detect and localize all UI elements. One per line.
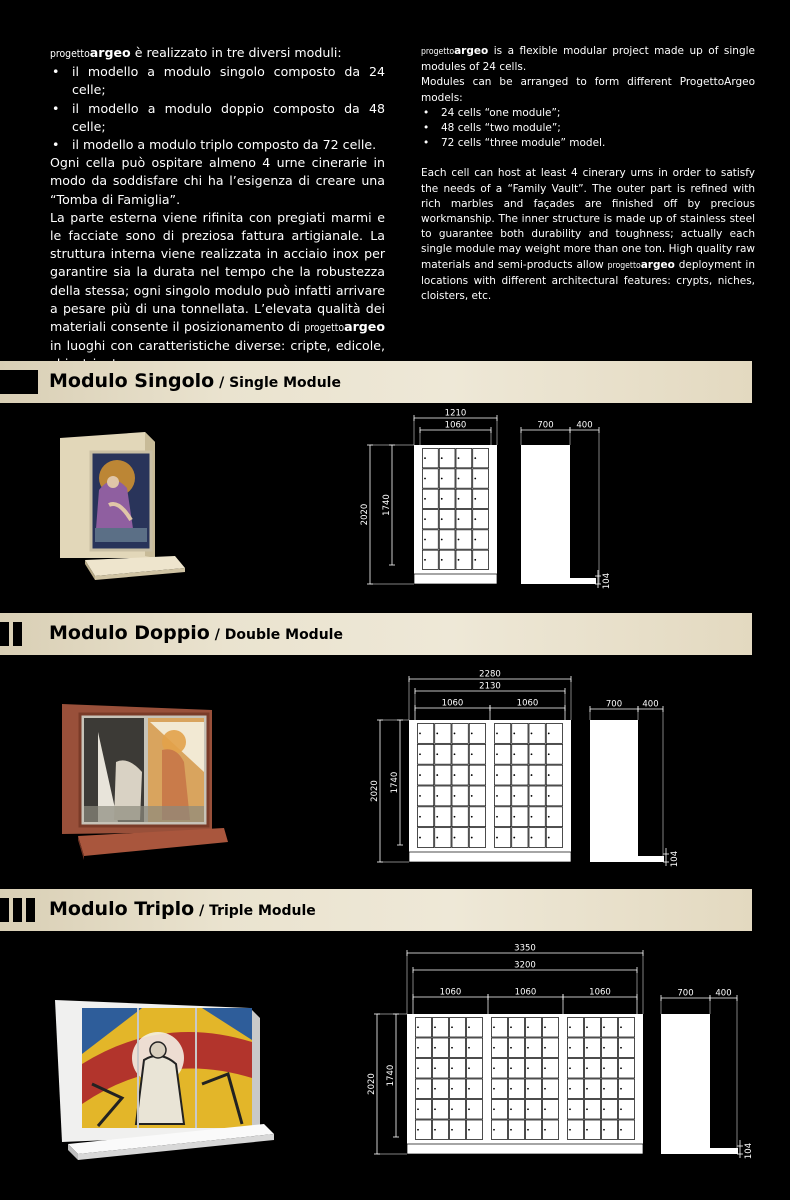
cell-handle	[451, 1047, 453, 1049]
cell-handle	[434, 1067, 436, 1069]
cell-handle	[527, 1129, 529, 1131]
cell-handle	[468, 1088, 470, 1090]
cell-handle	[434, 1047, 436, 1049]
dimension-label: 1060	[514, 987, 537, 998]
cell-handle	[493, 1047, 495, 1049]
brand-bold: argeo	[89, 45, 131, 60]
side-view	[661, 1014, 710, 1154]
cell-handle	[434, 1088, 436, 1090]
intro-en-line1-text: is a flexible modular project made up of single modules of 24 cells.	[421, 45, 755, 74]
cell-handle	[468, 1026, 470, 1028]
cell-handle	[527, 1108, 529, 1110]
cell-handle	[544, 1047, 546, 1049]
dimension-label: 700	[537, 420, 554, 431]
cell-handle	[569, 1129, 571, 1131]
cell-handle	[468, 1108, 470, 1110]
cell-handle	[451, 1067, 453, 1069]
dimension-label: 1060	[516, 698, 539, 709]
cell-handle	[510, 1129, 512, 1131]
cell-handle	[620, 1067, 622, 1069]
cell-handle	[417, 1047, 419, 1049]
cell-handle	[586, 1088, 588, 1090]
brand-bold: argeo	[640, 258, 675, 271]
cell-handle	[586, 1047, 588, 1049]
cell-handle	[569, 1047, 571, 1049]
dimension-label: 1740	[390, 771, 400, 794]
cell-handle	[527, 1047, 529, 1049]
cell-handle	[620, 1129, 622, 1131]
list-item: • il modello a modulo triplo composto da 72 celle.	[50, 136, 385, 154]
cell-handle	[468, 1067, 470, 1069]
intro-it-para3-a: La parte esterna viene rifinita con pregiati marmi e le facciate sono di preziosa fattura artigianale. La struttura interna viene realizzata in acciaio inox per garantire sia la durata nel tempo che la robustezza della stessa; ogni singolo modulo può infatti arrivare a pesare più di una tonnellata. L’elevata qualità dei materiali consente il posizionamento di	[50, 209, 385, 335]
cell-handle	[417, 1108, 419, 1110]
cell-handle	[468, 1047, 470, 1049]
dimension-label: 400	[642, 699, 659, 710]
dimension-label: 104	[602, 572, 612, 590]
dimension-label: 2020	[370, 780, 380, 802]
dimension-label: 1740	[382, 494, 392, 516]
section-title: Modulo Singolo / Single Module	[49, 370, 341, 392]
cell-handle	[620, 1026, 622, 1028]
cell-handle	[544, 1088, 546, 1090]
cell-handle	[603, 1067, 605, 1069]
cell-handle	[544, 1067, 546, 1069]
cell-handle	[510, 1067, 512, 1069]
cell-handle	[569, 1108, 571, 1110]
side-base	[710, 1148, 738, 1154]
list-item: • il modello a modulo singolo composto da 24 celle;	[50, 63, 385, 99]
cell-handle	[586, 1067, 588, 1069]
dimension-label: 2020	[367, 1073, 377, 1095]
dimension-label: 3350	[514, 943, 536, 954]
cell-handle	[620, 1108, 622, 1110]
cell-handle	[434, 1129, 436, 1131]
cell-handle	[510, 1088, 512, 1090]
cell-handle	[510, 1047, 512, 1049]
cell-handle	[603, 1129, 605, 1131]
cell-handle	[527, 1067, 529, 1069]
cell-handle	[603, 1088, 605, 1090]
list-item: • 72 cells “three module” model.	[421, 136, 755, 151]
cell-handle	[493, 1067, 495, 1069]
front-base	[407, 1144, 643, 1154]
dimension-label: 1060	[444, 420, 467, 431]
cell-handle	[434, 1026, 436, 1028]
cell-handle	[468, 1129, 470, 1131]
cell-handle	[451, 1129, 453, 1131]
intro-it-line1-text: è realizzato in tre diversi moduli:	[130, 45, 342, 60]
dimension-label: 400	[576, 420, 593, 431]
cell-handle	[620, 1047, 622, 1049]
brand-prefix: progetto	[607, 260, 641, 271]
dimension-label: 700	[677, 988, 694, 999]
list-item: • 24 cells “one module”;	[421, 106, 755, 121]
cell-handle	[569, 1088, 571, 1090]
cell-handle	[569, 1067, 571, 1069]
dimension-label: 1060	[441, 698, 464, 709]
cell-handle	[586, 1129, 588, 1131]
brand-bold: argeo	[454, 45, 489, 57]
cell-handle	[510, 1026, 512, 1028]
dimension-label: 700	[605, 699, 623, 710]
brand-bold: argeo	[344, 319, 385, 335]
intro-it-para2: Ogni cella può ospitare almeno 4 urne cinerarie in modo da soddisfare chi ha l’esigenza di creare una “Tomba di Famiglia”.	[50, 155, 385, 207]
cell-handle	[434, 1108, 436, 1110]
dimension-label: 2130	[479, 681, 501, 692]
cell-handle	[544, 1026, 546, 1028]
cell-handle	[569, 1026, 571, 1028]
cell-handle	[544, 1108, 546, 1110]
dimension-label: 1210	[444, 408, 467, 419]
cell-handle	[493, 1088, 495, 1090]
cell-handle	[544, 1129, 546, 1131]
dimension-label: 104	[670, 850, 680, 868]
section-title: Modulo Triplo / Triple Module	[49, 898, 316, 920]
cell-handle	[451, 1088, 453, 1090]
cell-handle	[620, 1088, 622, 1090]
cell-handle	[417, 1088, 419, 1090]
cell-handle	[527, 1026, 529, 1028]
dimension-label: 2020	[360, 503, 370, 526]
dimension-label: 3200	[514, 960, 536, 971]
cell-handle	[417, 1129, 419, 1131]
dimension-label: 1060	[589, 987, 611, 998]
cell-handle	[603, 1026, 605, 1028]
cell-handle	[510, 1108, 512, 1110]
intro-en-para2-b: deployment in locations with different architectural features: crypts, niches, cloisters, etc.	[421, 258, 756, 303]
intro-it-para3-b: in luoghi con caratteristiche diverse: cripte, edicole,	[50, 338, 385, 354]
list-item: • il modello a modulo doppio composto da 48 celle;	[50, 100, 385, 136]
cell-handle	[493, 1129, 495, 1131]
cell-handle	[493, 1026, 495, 1028]
brand-prefix: progetto	[421, 47, 455, 57]
cell-handle	[527, 1088, 529, 1090]
dimension-label: 2280	[479, 669, 501, 680]
cell-handle	[603, 1108, 605, 1110]
dimension-label: 104	[744, 1142, 754, 1160]
brand-prefix: progetto	[50, 48, 90, 60]
section-title: Modulo Doppio / Double Module	[49, 622, 343, 644]
brand-prefix: progetto	[304, 322, 345, 335]
cell-handle	[586, 1108, 588, 1110]
cell-handle	[451, 1026, 453, 1028]
list-item: • 48 cells “two module”;	[421, 121, 755, 136]
dimension-label: 1060	[439, 987, 462, 998]
cell-handle	[417, 1026, 419, 1028]
dimension-label: 400	[715, 988, 732, 999]
cell-handle	[603, 1047, 605, 1049]
intro-en-para2-a: Each cell can host at least 4 cinerary urns in order to satisfy the needs of a “Family Vault”. The outer part is refined with rich marbles and façades are finished off by precious workmanship. The inner structure is made up of stainless steel to guarantee both durability and toughness; actually each single module may weight more than one ton. High quality raw materials and semi-products allow	[421, 167, 755, 271]
cell-handle	[417, 1067, 419, 1069]
cell-handle	[493, 1108, 495, 1110]
cell-handle	[451, 1108, 453, 1110]
cell-handle	[586, 1026, 588, 1028]
intro-en-line2: Modules can be arranged to form different ProgettoArgeo models:	[421, 76, 755, 104]
dimension-label: 1740	[386, 1064, 396, 1087]
